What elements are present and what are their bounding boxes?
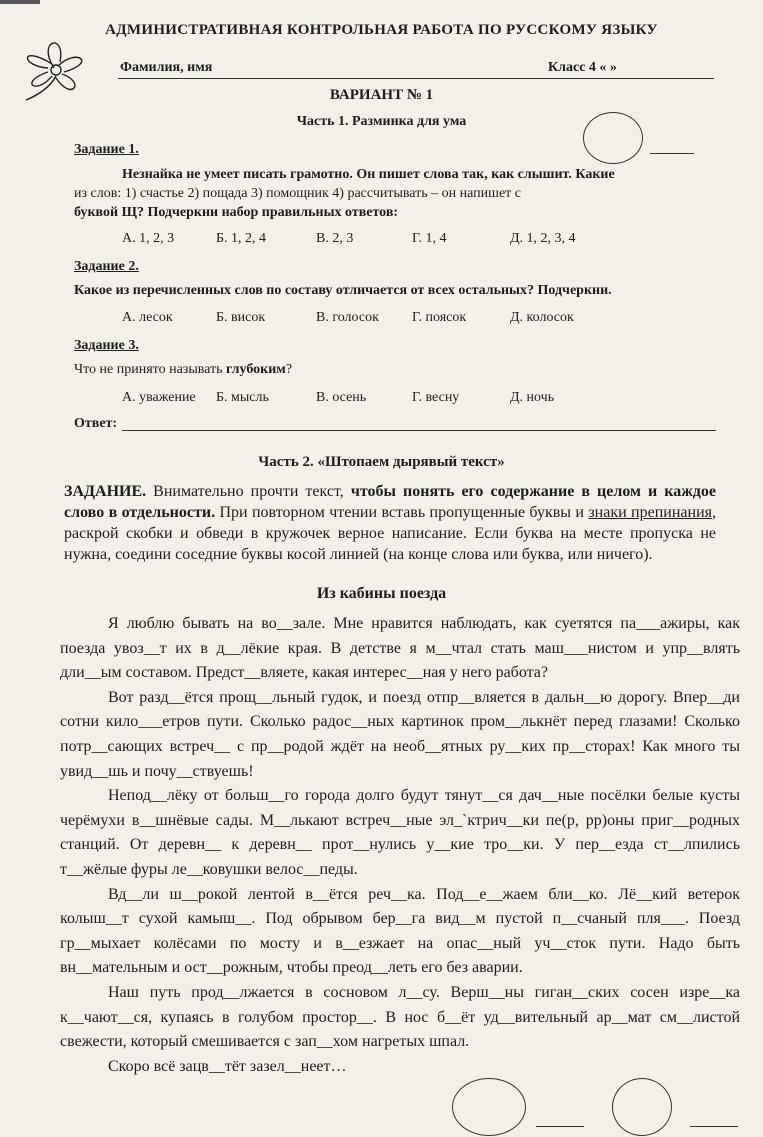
- score-line: [690, 1126, 738, 1127]
- task3-option[interactable]: А. уважение: [122, 390, 196, 405]
- story-paragraph[interactable]: Наш путь прод__лжается в сосновом л__су. Верш__ны гиган__ских сосен изре__ка к__чают__ся, купаясь в голубом простор__. В нос б__ёт уд__вительный ар__мат см__листой свежести, который смешивается с зап__хом нагретых шпал.: [60, 983, 740, 1051]
- part2-instructions: ЗАДАНИЕ. Внимательно прочти текст, чтобы понять его содержание в целом и каждое слово в отдельности. При повторном чтении вставь пропущенные буквы и знаки препинания, раскрой скобки и обведи в кружочек верное написание. Если буква на месте пропуска не нужна, соедини соседние буквы косой линией (на конце слова или буква, или ничего).: [64, 483, 716, 563]
- class-label: Класс 4 « »: [548, 60, 617, 75]
- task3-option[interactable]: Г. весну: [412, 390, 460, 405]
- task3-option[interactable]: В. осень: [316, 390, 367, 405]
- story-paragraph[interactable]: Скоро всё зацв__тёт зазел__неет…: [108, 1057, 347, 1075]
- task2-option[interactable]: А. лесок: [122, 310, 173, 325]
- story-paragraph[interactable]: Вот разд__ётся прощ__льный гудок, и поезд отпр__вляется в дальн__ю дорогу. Впер__ди сотни кило___етров пути. Сколько радос__ных картинок пром__лькнёт перед глазами! Сколько потр__сающих встреч__ с пр__родой ждёт на необ__ятных ру__ких пр__сторах! Как много ты увид__шь и почу__ствуешь!: [60, 688, 740, 780]
- story-paragraph[interactable]: Вд__ли ш__рокой лентой в__ётся реч__ка. Под__е__жаем бли__ко. Лё__кий ветерок колыш__т сухой камыш__. Под обрывом бер__га вид__м пустой п__счаный пля___. Поезд гр__мыхает колёсами по мосту и в__езжает на опас__ный уч__сток пути. Надо быть вн__мательным и ост__рожным, чтобы преод__леть его без аварии.: [60, 885, 740, 977]
- story-paragraph[interactable]: Непод__лёку от больш__го города долго будут тянут__ся дач__ные посёлки белые кусты черёмухи в__шнёвые сады. М__лькают встреч__ные эл_`ктрич__ки пе(р, рр)оны приг__родных станций. От деревн__ к деревн__ прот__нулись у__кие тро__ки. У пер__езда ст__лпились т__жёлые фуры ле__ковушки велос__педы.: [60, 787, 740, 878]
- task2-option[interactable]: В. голосок: [316, 310, 379, 325]
- task3-option[interactable]: Б. мысль: [216, 390, 269, 405]
- task3-heading: Задание 3.: [74, 338, 139, 353]
- task1-option[interactable]: Г. 1, 4: [412, 231, 447, 246]
- score-line: [650, 153, 694, 154]
- task2-option[interactable]: Д. колосок: [510, 310, 574, 325]
- corner-mark: [0, 0, 40, 4]
- task1-option[interactable]: В. 2, 3: [316, 231, 354, 246]
- task1-option[interactable]: А. 1, 2, 3: [122, 231, 175, 246]
- variant-title: ВАРИАНТ № 1: [329, 87, 434, 103]
- header-rule: [118, 78, 714, 79]
- task2-text: Какое из перечисленных слов по составу отличается от всех остальных? Подчеркни.: [74, 283, 612, 298]
- story-text[interactable]: [60, 612, 740, 1079]
- task2-option[interactable]: Б. висок: [216, 310, 266, 325]
- task1-text-3: буквой Щ? Подчеркни набор правильных ответов:: [74, 205, 399, 220]
- task1-heading: Задание 1.: [74, 142, 139, 157]
- name-label: Фамилия, имя: [120, 60, 213, 75]
- task1-option[interactable]: Б. 1, 2, 4: [216, 231, 267, 246]
- part2-title: Часть 2. «Штопаем дырявый текст»: [258, 454, 505, 470]
- worksheet-title: АДМИНИСТРАТИВНАЯ КОНТРОЛЬНАЯ РАБОТА ПО РУССКОМУ ЯЗЫКУ: [105, 22, 658, 38]
- task2-heading: Задание 2.: [74, 259, 139, 274]
- story-title: Из кабины поезда: [316, 585, 447, 602]
- story-paragraph[interactable]: Я люблю бывать на во__зале. Мне нравится наблюдать, как суетятся па___ажиры, как поезда увоз__т их в д__лёкие края. В детстве я м__чтал стать маш___нистом и упр__влять дли__ым составом. Предст__вляете, какая интерес__ная у него работа?: [60, 615, 740, 682]
- task3-option[interactable]: Д. ночь: [510, 390, 555, 405]
- task3-text: Что не принято называть глубоким?: [74, 362, 293, 377]
- answer-line[interactable]: [122, 430, 716, 431]
- score-circle: [583, 112, 643, 164]
- score-circle: [452, 1078, 526, 1136]
- task1-text-1: Незнайка не умеет писать грамотно. Он пишет слова так, как слышит. Какие: [122, 167, 615, 182]
- task1-text-2: из слов: 1) счастье 2) пощада 3) помощник 4) рассчитывать – он напишет с: [74, 186, 521, 201]
- score-line: [536, 1126, 584, 1127]
- part1-title: Часть 1. Разминка для ума: [296, 114, 467, 129]
- answer-label: Ответ:: [74, 416, 118, 431]
- task1-option[interactable]: Д. 1, 2, 3, 4: [510, 231, 576, 246]
- task2-option[interactable]: Г. поясок: [412, 310, 467, 325]
- score-circle: [612, 1078, 672, 1136]
